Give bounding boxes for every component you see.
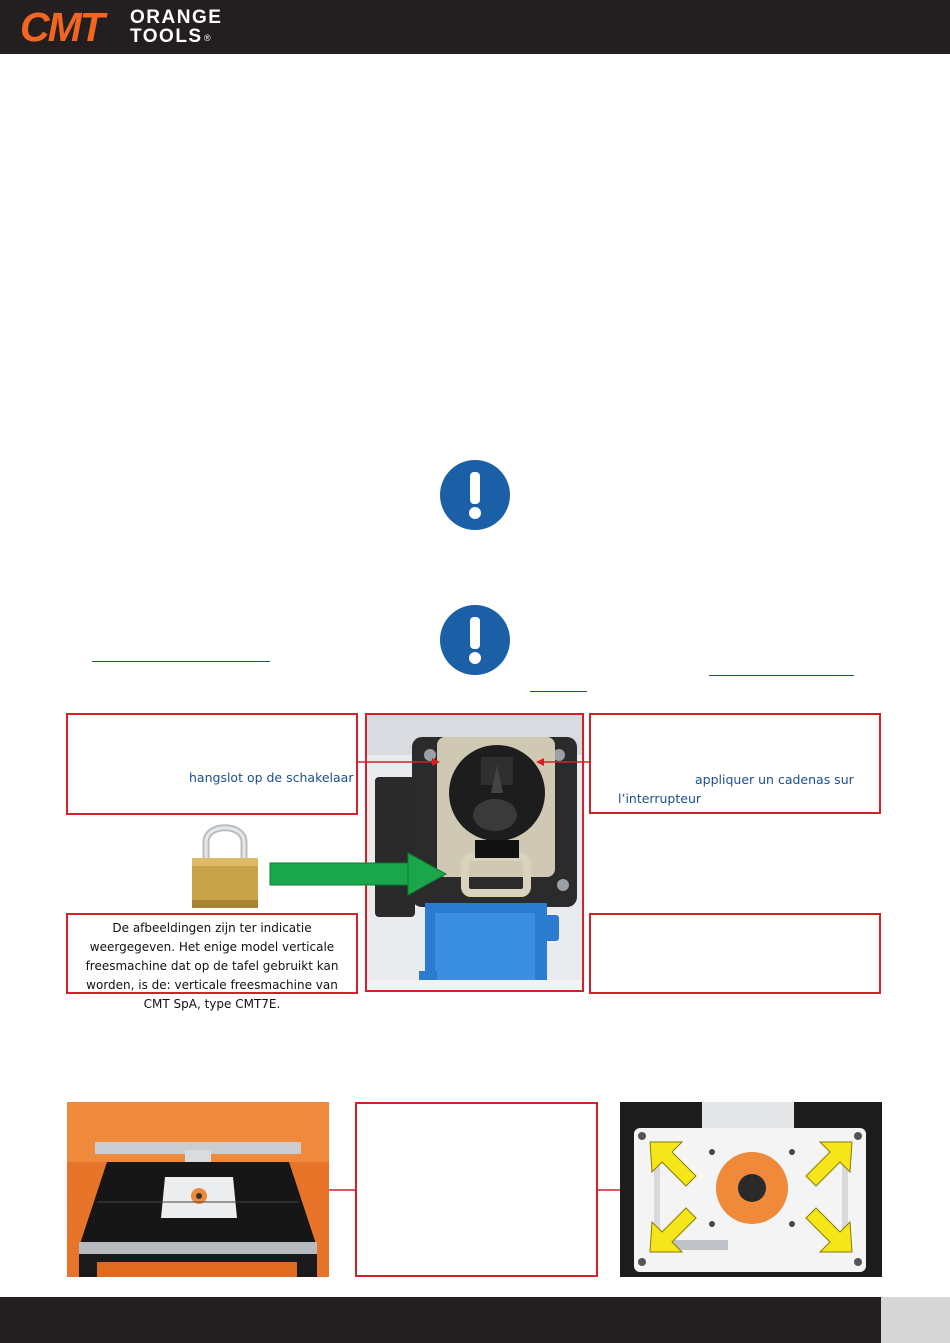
disclaimer-text: De afbeeldingen zijn ter indicatie weergegeven. Het enige model verticale freesmachine dat op de tafel gebruikt kan worden, is de: verticale freesmachine van CMT SpA, type CMT7E.	[85, 921, 339, 1011]
instruction-text-nl: hangslot op de schakelaar	[189, 770, 354, 785]
logo-line-tools: TOOLS	[130, 26, 203, 47]
logo-line-orange: ORANGE	[130, 7, 223, 28]
disclaimer-box	[66, 913, 358, 1011]
instruction-text-fr-line1: appliquer un cadenas sur	[695, 772, 854, 787]
padlock-icon	[190, 818, 260, 914]
instruction-text-fr-line2: l’interrupteur	[618, 791, 702, 806]
footer-bar	[0, 1297, 950, 1343]
green-arrow-icon	[268, 852, 448, 900]
page-number-box	[881, 1297, 950, 1343]
logo-brand: CMT	[20, 4, 103, 50]
logo-registered-mark: ®	[204, 33, 211, 43]
router-table-photo	[67, 1102, 329, 1277]
empty-description-box	[355, 1102, 598, 1277]
empty-text-box	[589, 913, 881, 994]
insert-plate-photo	[620, 1102, 882, 1277]
